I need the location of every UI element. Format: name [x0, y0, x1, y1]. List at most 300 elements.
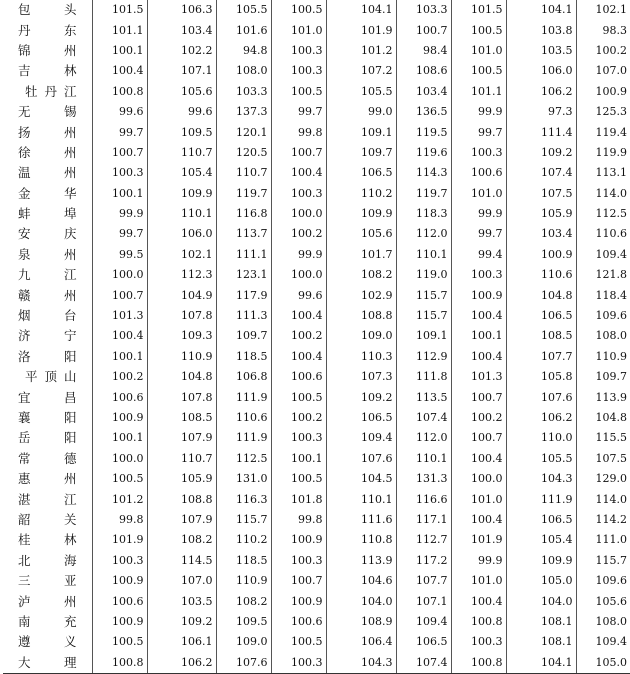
index-value-cell: 109.3: [147, 326, 216, 346]
index-value-cell: 109.2: [326, 387, 396, 407]
index-value-cell: 118.5: [216, 551, 271, 571]
table-row: [3, 530, 630, 550]
city-name-cell: [3, 367, 92, 387]
index-value-cell: 102.1: [576, 0, 630, 20]
index-value-cell: 123.1: [216, 265, 271, 285]
table-row: [3, 265, 630, 285]
index-value-cell: 100.3: [92, 551, 147, 571]
index-value-cell: 114.3: [396, 163, 451, 183]
index-value-cell: 117.1: [396, 510, 451, 530]
index-value-cell: 100.5: [271, 0, 326, 20]
city-name-cell: [3, 285, 92, 305]
city-name: 扬 州: [18, 124, 77, 140]
city-name-cell: [3, 571, 92, 591]
table-row: [3, 408, 630, 428]
table-row: [3, 224, 630, 244]
index-value-cell: 104.1: [326, 0, 396, 20]
index-value-cell: 112.3: [147, 265, 216, 285]
city-name: 洛 阳: [18, 348, 77, 364]
index-value-cell: 100.3: [92, 163, 147, 183]
city-name-cell: [3, 265, 92, 285]
index-value-cell: 106.4: [326, 632, 396, 652]
city-name-cell: [3, 61, 92, 81]
index-value-cell: 100.5: [271, 82, 326, 102]
index-value-cell: 101.9: [92, 530, 147, 550]
index-value-cell: 100.3: [271, 61, 326, 81]
index-value-cell: 100.3: [271, 653, 326, 674]
table-row: [3, 204, 630, 224]
index-value-cell: 104.9: [147, 285, 216, 305]
index-value-cell: 107.0: [576, 61, 630, 81]
index-value-cell: 104.8: [576, 408, 630, 428]
city-name: 包 头: [18, 2, 77, 18]
index-value-cell: 118.4: [576, 285, 630, 305]
index-value-cell: 99.9: [271, 245, 326, 265]
table-row: [3, 449, 630, 469]
index-value-cell: 107.9: [147, 428, 216, 448]
index-value-cell: 100.4: [271, 163, 326, 183]
index-value-cell: 100.4: [451, 306, 506, 326]
index-value-cell: 109.7: [326, 143, 396, 163]
table-row: [3, 551, 630, 571]
index-value-cell: 101.6: [216, 20, 271, 40]
table-row: [3, 0, 630, 20]
index-value-cell: 136.5: [396, 102, 451, 122]
index-value-cell: 112.7: [396, 530, 451, 550]
index-value-cell: 115.7: [216, 510, 271, 530]
index-value-cell: 107.4: [396, 653, 451, 674]
city-name-cell: [3, 612, 92, 632]
index-value-cell: 107.2: [326, 61, 396, 81]
index-value-cell: 99.7: [271, 102, 326, 122]
index-value-cell: 115.7: [576, 551, 630, 571]
index-value-cell: 106.5: [326, 163, 396, 183]
index-value-cell: 100.3: [451, 632, 506, 652]
index-value-cell: 100.7: [92, 285, 147, 305]
city-name: 宜 昌: [18, 389, 77, 405]
index-value-cell: 99.5: [92, 245, 147, 265]
index-value-cell: 108.6: [396, 61, 451, 81]
index-value-cell: 102.9: [326, 285, 396, 305]
city-name-cell: [3, 408, 92, 428]
index-value-cell: 101.8: [271, 489, 326, 509]
index-value-cell: 100.3: [271, 184, 326, 204]
index-value-cell: 111.8: [396, 367, 451, 387]
city-name: 蚌 埠: [18, 206, 77, 222]
index-value-cell: 109.5: [147, 122, 216, 142]
table-row: [3, 306, 630, 326]
index-value-cell: 100.6: [271, 612, 326, 632]
city-name: 济 宁: [18, 328, 77, 344]
index-value-cell: 115.5: [576, 428, 630, 448]
city-name: 湛 江: [18, 491, 77, 507]
city-name: 平 顶 山: [25, 369, 77, 385]
index-value-cell: 107.8: [147, 306, 216, 326]
index-value-cell: 99.9: [451, 551, 506, 571]
index-value-cell: 110.2: [326, 184, 396, 204]
index-value-cell: 100.4: [451, 510, 506, 530]
index-value-cell: 101.2: [92, 489, 147, 509]
table-row: [3, 143, 630, 163]
index-value-cell: 121.8: [576, 265, 630, 285]
index-value-cell: 104.6: [326, 571, 396, 591]
index-value-cell: 100.9: [451, 285, 506, 305]
index-value-cell: 101.2: [326, 41, 396, 61]
index-value-cell: 109.7: [576, 367, 630, 387]
table-row: [3, 285, 630, 305]
index-value-cell: 101.7: [326, 245, 396, 265]
city-name-cell: [3, 20, 92, 40]
index-value-cell: 110.7: [147, 449, 216, 469]
index-value-cell: 110.3: [326, 347, 396, 367]
index-value-cell: 119.7: [396, 184, 451, 204]
index-value-cell: 101.5: [92, 0, 147, 20]
city-name: 岳 阳: [18, 430, 77, 446]
index-value-cell: 110.7: [147, 143, 216, 163]
index-value-cell: 108.0: [576, 326, 630, 346]
index-value-cell: 104.3: [506, 469, 576, 489]
index-value-cell: 100.0: [92, 449, 147, 469]
index-value-cell: 109.4: [326, 428, 396, 448]
index-value-cell: 110.2: [216, 530, 271, 550]
index-value-cell: 100.9: [271, 591, 326, 611]
index-value-cell: 125.3: [576, 102, 630, 122]
index-value-cell: 107.3: [326, 367, 396, 387]
index-value-cell: 110.1: [147, 204, 216, 224]
index-value-cell: 131.3: [396, 469, 451, 489]
index-value-cell: 99.6: [92, 102, 147, 122]
index-value-cell: 100.2: [271, 326, 326, 346]
index-value-cell: 97.3: [506, 102, 576, 122]
index-value-cell: 100.7: [451, 387, 506, 407]
index-value-cell: 110.6: [216, 408, 271, 428]
index-value-cell: 107.6: [216, 653, 271, 674]
index-value-cell: 100.9: [506, 245, 576, 265]
index-value-cell: 100.8: [92, 82, 147, 102]
index-value-cell: 113.9: [576, 387, 630, 407]
index-value-cell: 100.9: [92, 571, 147, 591]
index-value-cell: 111.9: [216, 428, 271, 448]
index-value-cell: 111.4: [506, 122, 576, 142]
index-value-cell: 100.3: [271, 428, 326, 448]
index-value-cell: 103.8: [506, 20, 576, 40]
index-value-cell: 105.0: [576, 653, 630, 674]
index-value-cell: 99.9: [451, 102, 506, 122]
index-value-cell: 99.8: [92, 510, 147, 530]
index-value-cell: 105.8: [506, 367, 576, 387]
index-value-cell: 104.3: [326, 653, 396, 674]
index-value-cell: 100.9: [92, 408, 147, 428]
index-value-cell: 108.2: [326, 265, 396, 285]
index-value-cell: 111.6: [326, 510, 396, 530]
index-value-cell: 108.0: [216, 61, 271, 81]
index-value-cell: 100.7: [92, 143, 147, 163]
city-name: 桂 林: [18, 532, 77, 548]
index-value-cell: 103.4: [147, 20, 216, 40]
table-row: [3, 122, 630, 142]
table-row: [3, 632, 630, 652]
index-value-cell: 101.0: [271, 20, 326, 40]
city-name: 常 德: [18, 450, 77, 466]
index-value-cell: 100.3: [451, 143, 506, 163]
city-name-cell: [3, 489, 92, 509]
index-value-cell: 101.5: [451, 0, 506, 20]
index-value-cell: 109.4: [576, 632, 630, 652]
city-name-cell: [3, 163, 92, 183]
index-value-cell: 101.9: [326, 20, 396, 40]
index-value-cell: 114.2: [576, 510, 630, 530]
index-value-cell: 110.9: [576, 347, 630, 367]
city-name-cell: [3, 102, 92, 122]
city-name-cell: [3, 551, 92, 571]
index-value-cell: 100.9: [576, 82, 630, 102]
index-value-cell: 100.4: [451, 449, 506, 469]
index-value-cell: 100.5: [451, 61, 506, 81]
index-value-cell: 100.0: [271, 204, 326, 224]
table-row: [3, 428, 630, 448]
index-value-cell: 101.1: [92, 20, 147, 40]
index-value-cell: 100.5: [451, 20, 506, 40]
index-value-cell: 99.7: [451, 122, 506, 142]
index-value-cell: 108.9: [326, 612, 396, 632]
city-name-cell: [3, 184, 92, 204]
city-name: 遵 义: [18, 634, 77, 650]
index-value-cell: 109.9: [326, 204, 396, 224]
index-value-cell: 129.0: [576, 469, 630, 489]
index-value-cell: 109.6: [576, 571, 630, 591]
index-value-cell: 94.8: [216, 41, 271, 61]
index-value-cell: 112.0: [396, 428, 451, 448]
city-name: 牡 丹 江: [25, 83, 77, 99]
index-value-cell: 112.0: [396, 224, 451, 244]
index-value-cell: 111.0: [576, 530, 630, 550]
index-value-cell: 118.3: [396, 204, 451, 224]
index-value-cell: 99.6: [147, 102, 216, 122]
city-name: 吉 林: [18, 63, 77, 79]
city-name-cell: [3, 347, 92, 367]
index-value-cell: 110.7: [216, 163, 271, 183]
index-value-cell: 104.0: [326, 591, 396, 611]
index-value-cell: 102.1: [147, 245, 216, 265]
index-value-cell: 105.5: [506, 449, 576, 469]
index-value-cell: 108.2: [147, 530, 216, 550]
index-value-cell: 105.5: [326, 82, 396, 102]
index-value-cell: 108.2: [216, 591, 271, 611]
index-value-cell: 100.8: [451, 612, 506, 632]
index-value-cell: 104.8: [147, 367, 216, 387]
index-value-cell: 107.7: [396, 571, 451, 591]
index-value-cell: 100.1: [92, 184, 147, 204]
index-value-cell: 103.3: [216, 82, 271, 102]
index-value-cell: 109.4: [576, 245, 630, 265]
index-value-cell: 99.8: [271, 510, 326, 530]
city-name-cell: [3, 204, 92, 224]
table-row: [3, 469, 630, 489]
index-value-cell: 100.0: [92, 265, 147, 285]
index-value-cell: 99.7: [451, 224, 506, 244]
index-value-cell: 101.9: [451, 530, 506, 550]
table-row: [3, 612, 630, 632]
index-value-cell: 100.7: [396, 20, 451, 40]
index-value-cell: 110.0: [506, 428, 576, 448]
index-value-cell: 106.5: [506, 306, 576, 326]
index-value-cell: 106.5: [326, 408, 396, 428]
city-name-cell: [3, 469, 92, 489]
index-value-cell: 112.9: [396, 347, 451, 367]
index-value-cell: 107.7: [506, 347, 576, 367]
index-value-cell: 100.2: [271, 224, 326, 244]
table-row: [3, 571, 630, 591]
index-value-cell: 100.6: [92, 591, 147, 611]
index-value-cell: 100.5: [271, 387, 326, 407]
index-value-cell: 106.2: [147, 653, 216, 674]
index-value-cell: 120.5: [216, 143, 271, 163]
index-value-cell: 99.7: [92, 122, 147, 142]
index-value-cell: 113.5: [396, 387, 451, 407]
index-value-cell: 104.1: [506, 653, 576, 674]
index-value-cell: 112.5: [216, 449, 271, 469]
index-value-cell: 100.1: [92, 347, 147, 367]
index-value-cell: 102.2: [147, 41, 216, 61]
city-name: 烟 台: [18, 308, 77, 324]
index-value-cell: 107.0: [147, 571, 216, 591]
index-value-cell: 100.3: [451, 265, 506, 285]
index-value-cell: 106.8: [216, 367, 271, 387]
index-value-cell: 100.1: [92, 428, 147, 448]
table-row: [3, 347, 630, 367]
city-name: 大 理: [18, 654, 77, 670]
city-name: 赣 州: [18, 287, 77, 303]
index-value-cell: 111.1: [216, 245, 271, 265]
index-value-cell: 114.0: [576, 184, 630, 204]
index-value-cell: 120.1: [216, 122, 271, 142]
index-value-cell: 100.4: [271, 306, 326, 326]
index-value-cell: 106.3: [147, 0, 216, 20]
table-row: [3, 102, 630, 122]
city-name: 南 充: [18, 613, 77, 629]
index-value-cell: 108.1: [506, 632, 576, 652]
city-name-cell: [3, 245, 92, 265]
index-value-cell: 105.5: [216, 0, 271, 20]
index-value-cell: 105.4: [506, 530, 576, 550]
index-value-cell: 100.5: [92, 469, 147, 489]
city-name-cell: [3, 653, 92, 674]
city-name: 韶 关: [18, 511, 77, 527]
city-price-index-table: [3, 0, 630, 674]
city-name-cell: [3, 326, 92, 346]
city-name-cell: [3, 387, 92, 407]
index-value-cell: 100.2: [92, 367, 147, 387]
index-value-cell: 100.2: [271, 408, 326, 428]
index-value-cell: 100.3: [271, 551, 326, 571]
index-value-cell: 108.1: [506, 612, 576, 632]
city-name: 惠 州: [18, 471, 77, 487]
index-value-cell: 106.2: [506, 408, 576, 428]
index-value-cell: 117.2: [396, 551, 451, 571]
index-value-cell: 100.8: [92, 653, 147, 674]
index-value-cell: 109.7: [216, 326, 271, 346]
city-name-cell: [3, 591, 92, 611]
index-value-cell: 99.9: [451, 204, 506, 224]
index-value-cell: 99.7: [92, 224, 147, 244]
index-value-cell: 107.9: [147, 510, 216, 530]
index-value-cell: 106.0: [147, 224, 216, 244]
index-value-cell: 111.9: [506, 489, 576, 509]
index-value-cell: 100.5: [271, 632, 326, 652]
index-value-cell: 137.3: [216, 102, 271, 122]
index-value-cell: 105.0: [506, 571, 576, 591]
index-value-cell: 103.5: [506, 41, 576, 61]
index-value-cell: 108.0: [576, 612, 630, 632]
index-value-cell: 107.1: [396, 591, 451, 611]
index-value-cell: 107.4: [506, 163, 576, 183]
index-value-cell: 119.7: [216, 184, 271, 204]
city-name-cell: [3, 82, 92, 102]
index-value-cell: 106.2: [506, 82, 576, 102]
index-value-cell: 100.1: [451, 326, 506, 346]
city-name: 泉 州: [18, 246, 77, 262]
index-value-cell: 107.1: [147, 61, 216, 81]
index-value-cell: 107.4: [396, 408, 451, 428]
table-row: [3, 41, 630, 61]
index-value-cell: 100.8: [451, 653, 506, 674]
table-row: [3, 61, 630, 81]
index-value-cell: 117.9: [216, 285, 271, 305]
index-value-cell: 99.4: [451, 245, 506, 265]
table-row: [3, 653, 630, 674]
index-value-cell: 112.5: [576, 204, 630, 224]
city-name: 安 庆: [18, 226, 77, 242]
city-name: 锦 州: [18, 42, 77, 58]
index-value-cell: 100.0: [451, 469, 506, 489]
index-value-cell: 100.1: [92, 41, 147, 61]
index-value-cell: 114.5: [147, 551, 216, 571]
index-value-cell: 106.0: [506, 61, 576, 81]
index-value-cell: 119.4: [576, 122, 630, 142]
index-value-cell: 108.5: [506, 326, 576, 346]
city-name: 温 州: [18, 165, 77, 181]
index-value-cell: 106.5: [396, 632, 451, 652]
city-name-cell: [3, 143, 92, 163]
index-value-cell: 110.9: [147, 347, 216, 367]
index-value-cell: 107.6: [326, 449, 396, 469]
index-value-cell: 105.6: [576, 591, 630, 611]
city-name: 丹 东: [18, 22, 77, 38]
index-value-cell: 108.5: [147, 408, 216, 428]
index-value-cell: 98.3: [576, 20, 630, 40]
index-value-cell: 111.9: [216, 387, 271, 407]
index-value-cell: 100.5: [271, 469, 326, 489]
index-value-cell: 109.6: [576, 306, 630, 326]
index-value-cell: 109.5: [216, 612, 271, 632]
city-name-cell: [3, 41, 92, 61]
index-value-cell: 103.4: [506, 224, 576, 244]
index-value-cell: 100.7: [271, 143, 326, 163]
index-value-cell: 119.6: [396, 143, 451, 163]
city-name-cell: [3, 306, 92, 326]
city-name: 无 锡: [18, 104, 77, 120]
index-value-cell: 105.4: [147, 163, 216, 183]
index-value-cell: 109.1: [326, 122, 396, 142]
table-row: [3, 510, 630, 530]
index-value-cell: 100.9: [92, 612, 147, 632]
index-value-cell: 131.0: [216, 469, 271, 489]
city-name-cell: [3, 510, 92, 530]
index-value-cell: 109.1: [396, 326, 451, 346]
city-name-cell: [3, 122, 92, 142]
index-value-cell: 107.5: [506, 184, 576, 204]
index-value-cell: 107.5: [576, 449, 630, 469]
